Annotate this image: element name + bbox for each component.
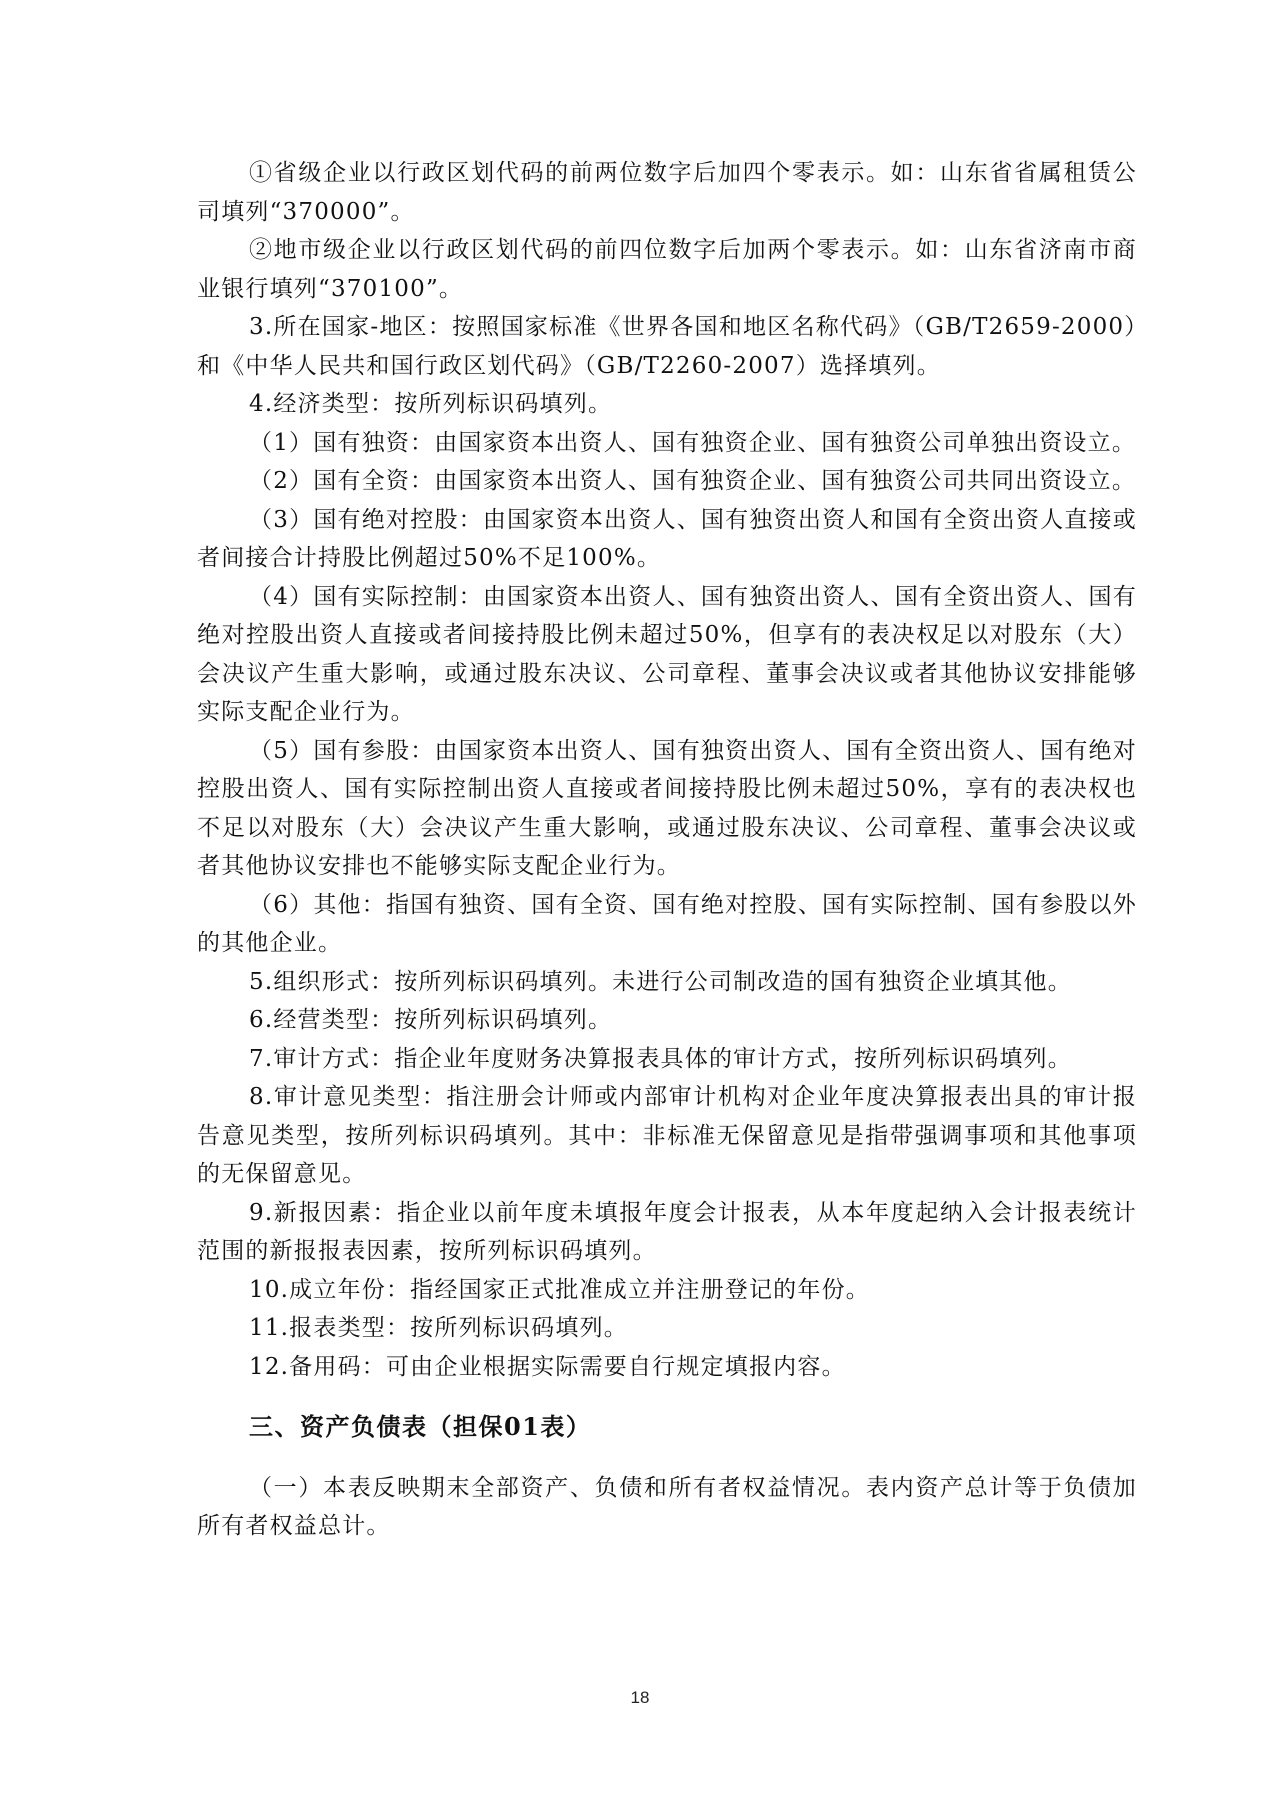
body-text <box>197 154 1137 1546</box>
paragraph-provincial-code: ①省级企业以行政区划代码的前两位数字后加四个零表示。如：山东省省属租赁公司填列“370000”。 <box>197 160 1137 225</box>
paragraph-balance-sheet-intro: （一）本表反映期末全部资产、负债和所有者权益情况。表内资产总计等于负债加所有者权益总计。 <box>197 1474 1137 1539</box>
paragraph-state-actual-control: （4）国有实际控制：由国家资本出资人、国有独资出资人、国有全资出资人、国有绝对控股出资人直接或者间接持股比例未超过50%，但享有的表决权足以对股东（大）会决议产生重大影响，或通过股东决议、公司章程、董事会决议或者其他协议安排能够实际支配企业行为。 <box>197 583 1137 725</box>
paragraph-reserve-code: 12.备用码：可由企业根据实际需要自行规定填报内容。 <box>249 1353 846 1380</box>
paragraph-state-fully-funded: （2）国有全资：由国家资本出资人、国有独资企业、国有独资公司共同出资设立。 <box>249 468 1137 494</box>
page-number: 18 <box>630 1688 650 1707</box>
paragraph-establishment-year: 10.成立年份：指经国家正式批准成立并注册登记的年份。 <box>249 1276 870 1303</box>
paragraph-prefecture-code: ②地市级企业以行政区划代码的前四位数字后加两个零表示。如：山东省济南市商业银行填列“370100”。 <box>197 237 1137 302</box>
paragraph-country-region: 3.所在国家-地区：按照国家标准《世界各国和地区名称代码》（GB/T2659-2000）和《中华人民共和国行政区划代码》（GB/T2260-2007）选择填列。 <box>197 314 1137 379</box>
paragraph-state-wholly-owned: （1）国有独资：由国家资本出资人、国有独资企业、国有独资公司单独出资设立。 <box>249 429 1137 456</box>
paragraph-economic-type: 4.经济类型：按所列标识码填列。 <box>249 391 613 417</box>
paragraph-audit-method: 7.审计方式：指企业年度财务决算报表具体的审计方式，按所列标识码填列。 <box>249 1045 1072 1072</box>
paragraph-audit-opinion-type: 8.审计意见类型：指注册会计师或内部审计机构对企业年度决算报表出具的审计报告意见类型，按所列标识码填列。其中：非标准无保留意见是指带强调事项和其他事项的无保留意见。 <box>197 1084 1137 1187</box>
paragraph-business-type: 6.经营类型：按所列标识码填列。 <box>249 1007 613 1033</box>
paragraph-report-type: 11.报表类型：按所列标识码填列。 <box>249 1315 628 1341</box>
paragraph-organization-form: 5.组织形式：按所列标识码填列。未进行公司制改造的国有独资企业填其他。 <box>249 968 1072 995</box>
paragraph-state-minority-stake: （5）国有参股：由国家资本出资人、国有独资出资人、国有全资出资人、国有绝对控股出资人、国有实际控制出资人直接或者间接持股比例未超过50%，享有的表决权也不足以对股东（大）会决议产生重大影响，或通过股东决议、公司章程、董事会决议或者其他协议安排也不能够实际支配企业行为。 <box>197 737 1137 879</box>
paragraph-state-absolute-control: （3）国有绝对控股：由国家资本出资人、国有独资出资人和国有全资出资人直接或者间接合计持股比例超过50%不足100%。 <box>197 506 1137 571</box>
paragraph-new-report-factor: 9.新报因素：指企业以前年度未填报年度会计报表，从本年度起纳入会计报表统计范围的新报报表因素，按所列标识码填列。 <box>197 1199 1137 1264</box>
section-heading: 三、资产负债表（担保01表） <box>249 1412 592 1441</box>
paragraph-other-enterprises: （6）其他：指国有独资、国有全资、国有绝对控股、国有实际控制、国有参股以外的其他企业。 <box>197 891 1137 956</box>
